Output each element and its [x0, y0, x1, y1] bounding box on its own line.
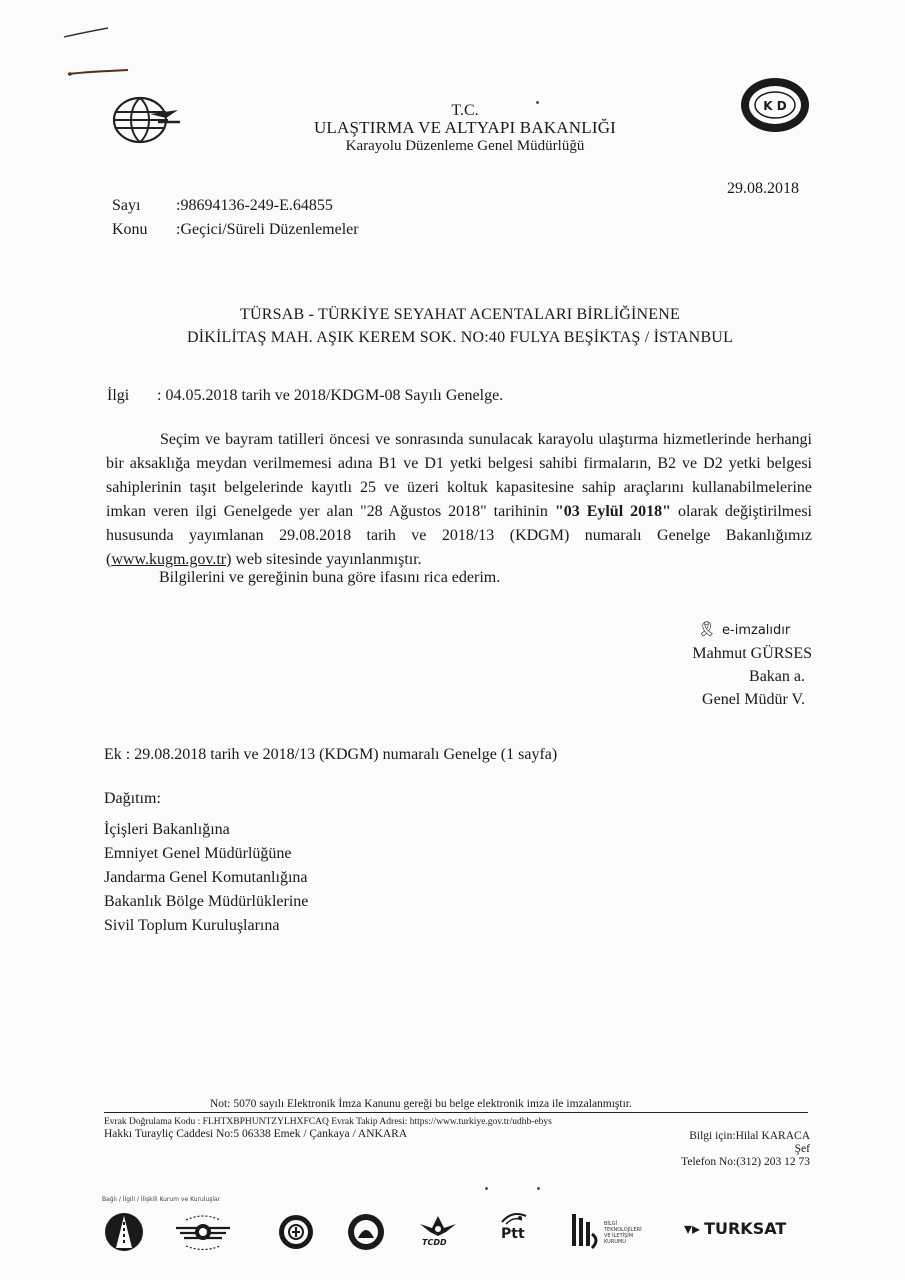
maritime-logo-icon [276, 1210, 316, 1254]
turksat-text: TURKSAT [704, 1219, 787, 1238]
distribution-item: Emniyet Genel Müdürlüğüne [104, 845, 292, 862]
footer-divider [104, 1112, 808, 1113]
btk-logo-icon [570, 1210, 602, 1254]
e-signature-label: e-imzalıdır [722, 623, 791, 638]
highways-logo-icon [102, 1210, 146, 1254]
recipient-line-1: TÜRSAB - TÜRKİYE SEYAHAT ACENTALARI BİRLİĞİNENE [240, 306, 680, 323]
ilgi-value: : 04.05.2018 tarih ve 2018/KDGM-08 Sayılı Genelge. [157, 387, 504, 404]
ptt-text: Ptt [501, 1226, 525, 1242]
speck [537, 1187, 540, 1190]
verification-code: Evrak Doğrulama Kodu : FLHTXBPHUNTZYLHXFCAQ Evrak Takip Adresi: https://www.turkiye.gov.tr/udhb-ebys [104, 1117, 552, 1127]
body-paragraph [106, 428, 812, 572]
civil-aviation-logo-icon [172, 1210, 234, 1254]
distribution-item: Sivil Toplum Kuruluşlarına [104, 917, 280, 934]
konu-value: :Geçici/Süreli Düzenlemeler [176, 221, 359, 238]
footer-note: Not: 5070 sayılı Elektronik İmza Kanunu gereği bu belge elektronik imza ile imzalanmıştır. [210, 1098, 632, 1110]
closing-sentence: Bilgilerini ve gereğinin buna göre ifasını rica ederim. [159, 569, 501, 586]
kd-logo-icon [738, 76, 812, 134]
affiliates-label: Bağlı / İlgili / İlişkili Kurum ve Kuruluşlar [102, 1196, 221, 1203]
signer-title-2: Genel Müdür V. [702, 691, 805, 708]
header-ministry: ULAŞTIRMA VE ALTYAPI BAKANLIĞI [313, 118, 617, 137]
btk-text: BİLGİ TEKNOLOJİLERİ VE İLETİŞİM KURUMU [604, 1221, 642, 1245]
distribution-list [104, 818, 308, 938]
footer-address: Hakkı Turayliç Caddesi No:5 06338 Emek / Çankaya / ANKARA [104, 1128, 408, 1140]
signer-name: Mahmut GÜRSES [692, 645, 812, 662]
header-tc: T.C. [451, 102, 479, 119]
distribution-item: Jandarma Genel Komutanlığına [104, 869, 308, 886]
footer-contact [640, 1130, 810, 1169]
body-text: ) web sitesinde yayınlanmıştır. [226, 551, 422, 568]
attachment-line: Ek : 29.08.2018 tarih ve 2018/13 (KDGM) numaralı Genelge (1 sayfa) [104, 746, 558, 763]
header-directorate: Karayolu Düzenleme Genel Müdürlüğü [345, 138, 585, 154]
speck [485, 1187, 488, 1190]
body-bold-date: "03 Eylül 2018" [554, 503, 671, 520]
contact-person: Bilgi için:Hilal KARACA [689, 1130, 810, 1142]
coastal-safety-logo-icon [346, 1210, 386, 1254]
e-signature [697, 620, 790, 638]
kd-logo-text: K D [763, 99, 787, 113]
recipient-line-2: DİKİLİTAŞ MAH. AŞIK KEREM SOK. NO:40 FULYA BEŞİKTAŞ / İSTANBUL [186, 329, 734, 346]
sayi-value: :98694136-249-E.64855 [176, 197, 333, 214]
contact-role: Şef [794, 1143, 810, 1155]
konu-label: Konu [112, 221, 148, 238]
ilgi-label: İlgi [107, 387, 130, 404]
ptt-logo-icon [496, 1208, 532, 1228]
ministry-logo-icon [106, 90, 182, 150]
website-link[interactable]: www.kugm.gov.tr [111, 551, 227, 568]
document-date: 29.08.2018 [727, 180, 799, 197]
tcdd-text: TCDD [422, 1238, 447, 1247]
ribbon-icon: 🎗 [697, 620, 717, 638]
body-text: Seçim ve bayram tatilleri öncesi ve sonrasında sunulacak karayolu ulaştırma hizmetlerinde herhangi bir aksaklığa meydan verilmemesi adına B1 ve D1 yetki belgesi sahibi firmaların, B2 ve D2 yetki belgesi sahiplerinin taşıt belgelerinde kayıtlı 25 ve üzeri koltuk kapasitesine sahip araçlarını kullanabilmelerine imkan veren ilgi Genelgede yer alan "28 Ağustos 2018" tarihinin [106, 431, 812, 520]
signer-title-1: Bakan a. [749, 668, 805, 685]
contact-phone: Telefon No:(312) 203 12 73 [681, 1156, 810, 1168]
turksat-icon: ▾▸ [684, 1219, 701, 1238]
body-text: olarak değiştirilmesi hususunda yayımlanan 29.08.2018 tarih ve 2018/13 (KDGM) numaralı Genelge Bakanlığımız ( [106, 503, 813, 568]
distribution-title: Dağıtım: [104, 790, 161, 807]
sayi-label: Sayı [112, 197, 141, 214]
pen-mark [62, 26, 110, 40]
turksat-logo [684, 1219, 790, 1238]
distribution-item: İçişleri Bakanlığına [104, 821, 230, 838]
distribution-item: Bakanlık Bölge Müdürlüklerine [104, 893, 309, 910]
tcdd-logo-icon [418, 1210, 458, 1254]
pen-mark [66, 66, 130, 78]
